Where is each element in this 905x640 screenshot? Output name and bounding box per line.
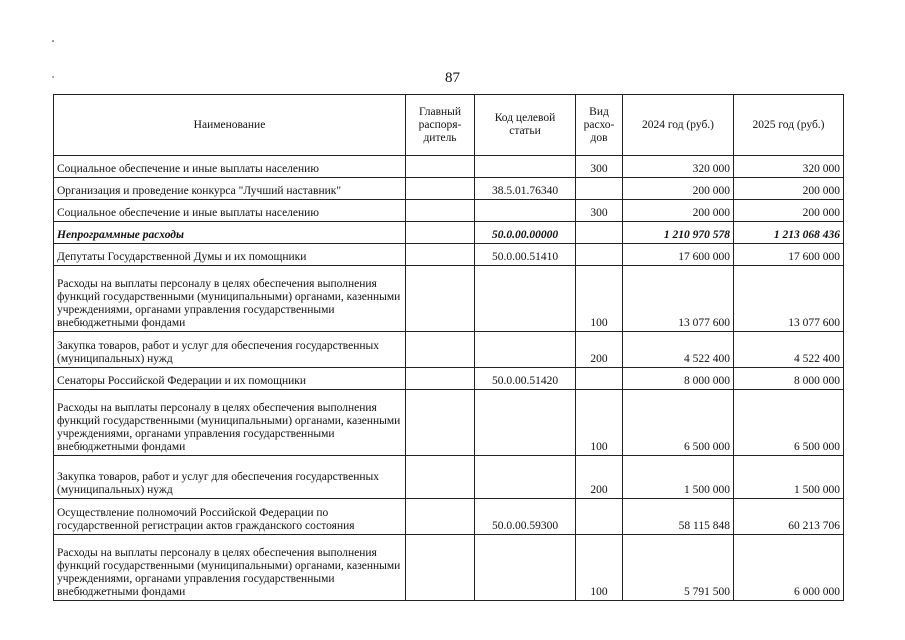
cell-expense-type <box>576 244 623 266</box>
cell-target-code <box>475 156 576 178</box>
table-row <box>54 222 844 244</box>
cell-amount-2025: 200 000 <box>734 178 844 200</box>
cell-amount-2025: 200 000 <box>734 200 844 222</box>
header-name: Наименование <box>54 95 406 156</box>
cell-main-manager <box>406 266 475 332</box>
cell-expense-type: 300 <box>576 200 623 222</box>
header-year-2024: 2024 год (руб.) <box>623 95 734 156</box>
cell-amount-2025: 320 000 <box>734 156 844 178</box>
cell-main-manager <box>406 178 475 200</box>
cell-expense-type: 200 <box>576 332 623 368</box>
cell-main-manager <box>406 456 475 499</box>
cell-main-manager <box>406 332 475 368</box>
cell-target-code: 50.0.00.51420 <box>475 368 576 390</box>
cell-name: Социальное обеспечение и иные выплаты населению <box>54 200 406 222</box>
cell-amount-2024: 13 077 600 <box>623 266 734 332</box>
cell-amount-2025: 60 213 706 <box>734 499 844 535</box>
cell-amount-2024: 5 791 500 <box>623 535 734 601</box>
cell-name: Расходы на выплаты персоналу в целях обеспечения выполнения функций государственными (муниципальными) органами, казенными учреждениями, органами управления государственными внебюджетными фондами <box>54 535 406 601</box>
cell-expense-type <box>576 499 623 535</box>
table-row <box>54 390 844 456</box>
cell-expense-type: 200 <box>576 456 623 499</box>
cell-main-manager <box>406 499 475 535</box>
cell-amount-2024: 200 000 <box>623 178 734 200</box>
cell-expense-type: 100 <box>576 390 623 456</box>
header-year-2025: 2025 год (руб.) <box>734 95 844 156</box>
cell-name: Осуществление полномочий Российской Федерации по государственной регистрации актов гражданского состояния <box>54 499 406 535</box>
cell-target-code <box>475 535 576 601</box>
cell-amount-2025: 1 213 068 436 <box>734 222 844 244</box>
cell-target-code <box>475 200 576 222</box>
cell-amount-2025: 17 600 000 <box>734 244 844 266</box>
header-target-code: Код целевой статьи <box>475 95 576 156</box>
cell-target-code <box>475 390 576 456</box>
cell-name: Сенаторы Российской Федерации и их помощники <box>54 368 406 390</box>
cell-amount-2025: 6 500 000 <box>734 390 844 456</box>
table-row <box>54 200 844 222</box>
table-row <box>54 456 844 499</box>
cell-target-code: 50.0.00.00000 <box>475 222 576 244</box>
table-row <box>54 535 844 601</box>
cell-name: Депутаты Государственной Думы и их помощники <box>54 244 406 266</box>
cell-amount-2024: 320 000 <box>623 156 734 178</box>
table-row <box>54 178 844 200</box>
cell-expense-type <box>576 368 623 390</box>
cell-amount-2025: 13 077 600 <box>734 266 844 332</box>
cell-target-code: 50.0.00.51410 <box>475 244 576 266</box>
cell-main-manager <box>406 200 475 222</box>
cell-name: Расходы на выплаты персоналу в целях обеспечения выполнения функций государственными (муниципальными) органами, казенными учреждениями, органами управления государственными внебюджетными фондами <box>54 390 406 456</box>
cell-target-code: 50.0.00.59300 <box>475 499 576 535</box>
cell-expense-type: 100 <box>576 266 623 332</box>
cell-name: Закупка товаров, работ и услуг для обеспечения государственных (муниципальных) нужд <box>54 456 406 499</box>
cell-name: Организация и проведение конкурса "Лучший наставник" <box>54 178 406 200</box>
table-row <box>54 332 844 368</box>
budget-table <box>53 94 844 601</box>
cell-expense-type <box>576 222 623 244</box>
cell-target-code: 38.5.01.76340 <box>475 178 576 200</box>
cell-target-code <box>475 456 576 499</box>
table-row <box>54 368 844 390</box>
cell-amount-2025: 1 500 000 <box>734 456 844 499</box>
page-number: 87 <box>445 70 460 86</box>
cell-amount-2024: 1 210 970 578 <box>623 222 734 244</box>
cell-amount-2024: 6 500 000 <box>623 390 734 456</box>
cell-amount-2024: 1 500 000 <box>623 456 734 499</box>
cell-amount-2025: 4 522 400 <box>734 332 844 368</box>
cell-name: Непрограммные расходы <box>54 222 406 244</box>
table-row <box>54 244 844 266</box>
cell-expense-type <box>576 178 623 200</box>
cell-name: Социальное обеспечение и иные выплаты населению <box>54 156 406 178</box>
cell-target-code <box>475 266 576 332</box>
scan-artifact <box>52 40 54 42</box>
table-row <box>54 266 844 332</box>
cell-main-manager <box>406 244 475 266</box>
cell-expense-type: 300 <box>576 156 623 178</box>
table-body <box>54 156 844 601</box>
cell-main-manager <box>406 368 475 390</box>
header-main-manager: Главный распоря-дитель <box>406 95 475 156</box>
header-expense-type: Вид расхо-дов <box>576 95 623 156</box>
cell-main-manager <box>406 390 475 456</box>
cell-amount-2024: 17 600 000 <box>623 244 734 266</box>
cell-amount-2025: 8 000 000 <box>734 368 844 390</box>
table-header-row <box>54 95 844 156</box>
cell-name: Закупка товаров, работ и услуг для обеспечения государственных (муниципальных) нужд <box>54 332 406 368</box>
cell-expense-type: 100 <box>576 535 623 601</box>
cell-amount-2024: 4 522 400 <box>623 332 734 368</box>
cell-main-manager <box>406 156 475 178</box>
cell-name: Расходы на выплаты персоналу в целях обеспечения выполнения функций государственными (муниципальными) органами, казенными учреждениями, органами управления государственными внебюджетными фондами <box>54 266 406 332</box>
cell-amount-2024: 200 000 <box>623 200 734 222</box>
cell-main-manager <box>406 222 475 244</box>
table-row <box>54 499 844 535</box>
cell-target-code <box>475 332 576 368</box>
table-row <box>54 156 844 178</box>
cell-main-manager <box>406 535 475 601</box>
cell-amount-2024: 58 115 848 <box>623 499 734 535</box>
cell-amount-2024: 8 000 000 <box>623 368 734 390</box>
cell-amount-2025: 6 000 000 <box>734 535 844 601</box>
